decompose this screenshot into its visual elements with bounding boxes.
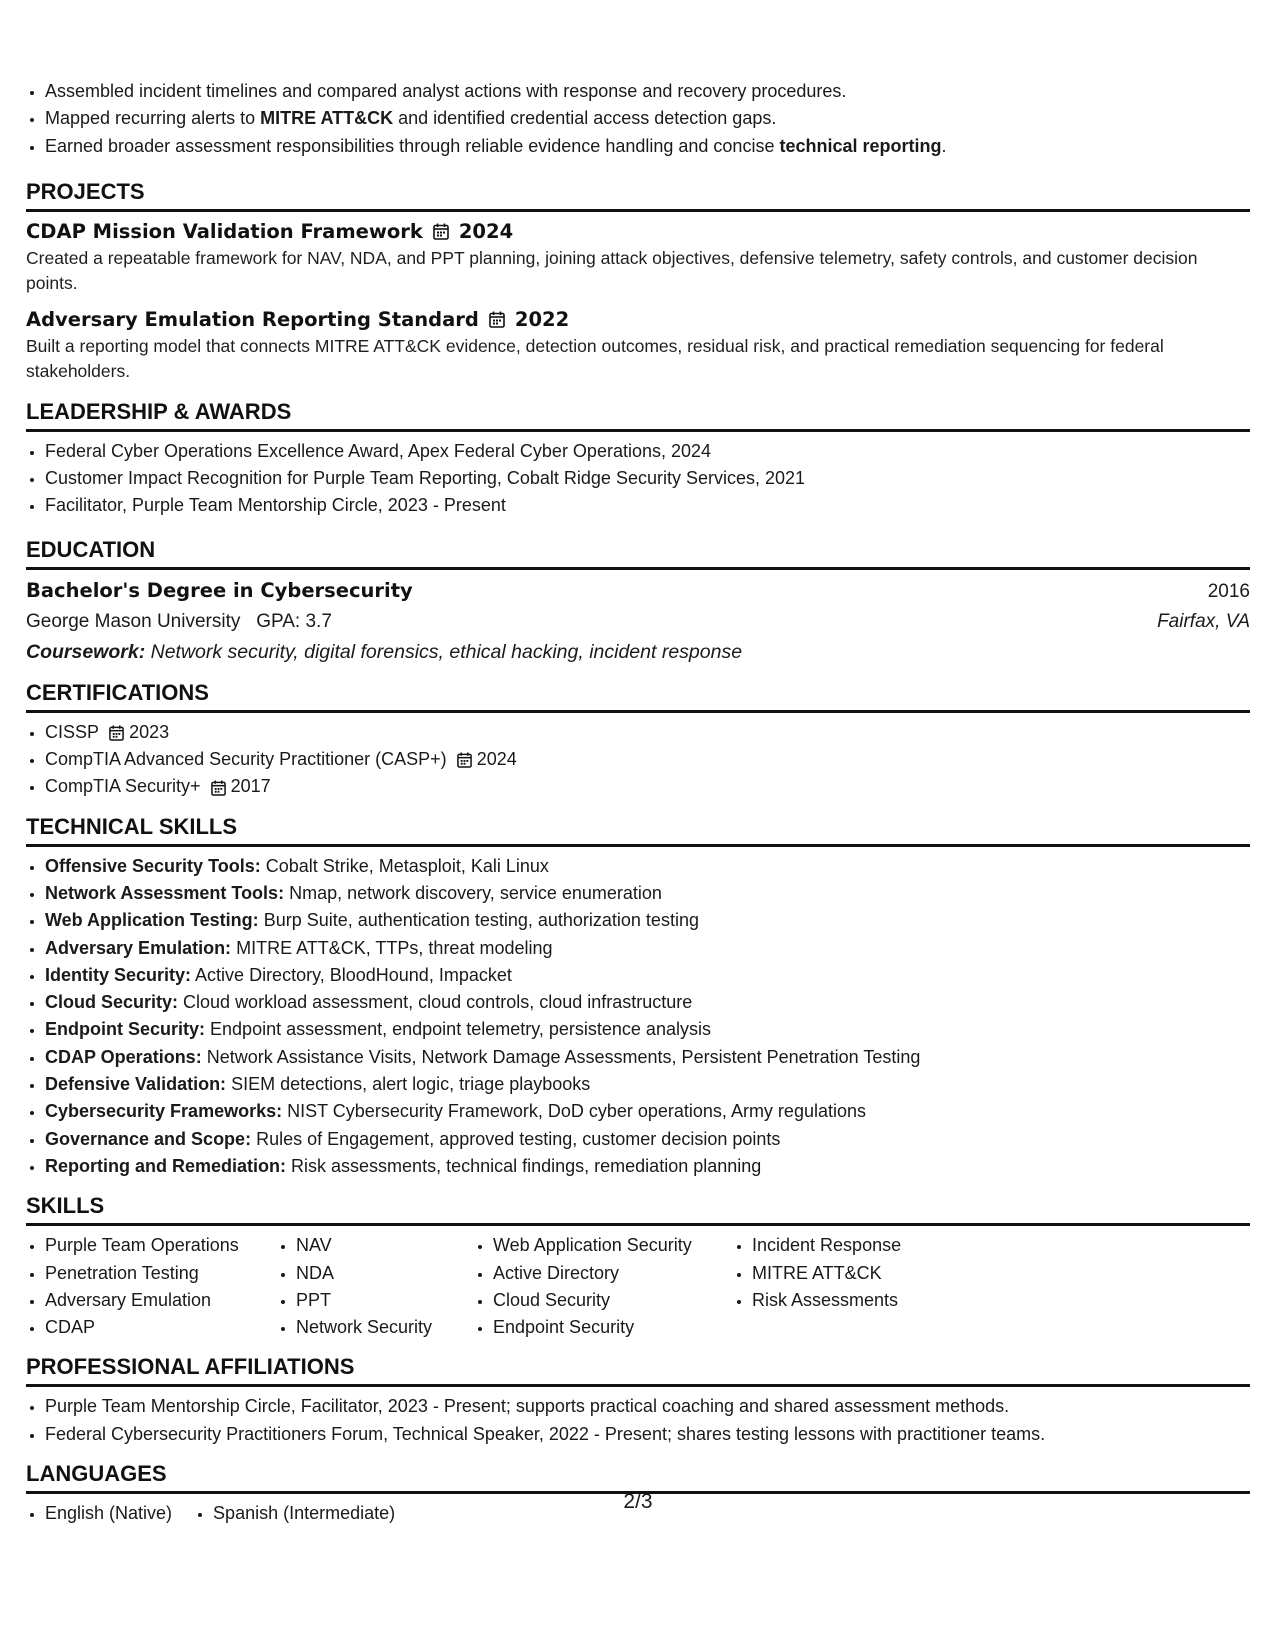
- list-item: • Federal Cyber Operations Excellence Award, Apex Federal Cyber Operations, 2024: [45, 438, 1250, 465]
- skill-item: • Risk Assessments: [752, 1287, 952, 1314]
- certification-year: 2023: [129, 721, 170, 742]
- experience-bullet: • Assembled incident timelines and compared analyst actions with response and recovery procedures.: [45, 78, 1250, 105]
- skill-item: • Endpoint Security: [493, 1314, 733, 1341]
- resume-page: [26, 78, 1250, 1527]
- list-item: • Customer Impact Recognition for Purple Team Reporting, Cobalt Ridge Security Services, 2021: [45, 465, 1250, 492]
- skill-item: • NDA: [296, 1260, 474, 1287]
- experience-bullet: • Mapped recurring alerts to MITRE ATT&CK and identified credential access detection gaps.: [45, 105, 1250, 132]
- gpa: GPA: 3.7: [256, 610, 332, 632]
- calendar-icon: [211, 780, 226, 796]
- skills-section: [26, 1188, 1250, 1341]
- technical-skill-item: • Network Assessment Tools: Nmap, network discovery, service enumeration: [45, 880, 1250, 907]
- skill-item: • Adversary Emulation: [45, 1287, 277, 1314]
- language-item: • English (Native): [45, 1500, 172, 1527]
- skills-column: [733, 1232, 952, 1341]
- technical-skill-item: • Adversary Emulation: MITRE ATT&CK, TTPs, threat modeling: [45, 935, 1250, 962]
- section-title: TECHNICAL SKILLS: [26, 809, 1250, 847]
- affiliation-item: • Purple Team Mentorship Circle, Facilitator, 2023 - Present; supports practical coaching and shared assessment methods.: [45, 1393, 1250, 1420]
- technical-skill-item: • Defensive Validation: SIEM detections, alert logic, triage playbooks: [45, 1071, 1250, 1098]
- certifications-section: [26, 675, 1250, 801]
- skills-column: [474, 1232, 733, 1341]
- section-title: PROJECTS: [26, 174, 1250, 212]
- leadership-section: [26, 394, 1250, 520]
- affiliations-section: [26, 1349, 1250, 1448]
- project-description: Created a repeatable framework for NAV, NDA, and PPT planning, joining attack objectives, defensive telemetry, safety controls, and customer decision points.: [26, 247, 1198, 293]
- page-number: 2/3: [623, 1490, 653, 1513]
- technical-skill-item: • Offensive Security Tools: Cobalt Strike, Metasploit, Kali Linux: [45, 853, 1250, 880]
- skill-item: • Network Security: [296, 1314, 474, 1341]
- certification-year: 2017: [230, 776, 271, 797]
- skill-item: • Active Directory: [493, 1260, 733, 1287]
- section-title: EDUCATION: [26, 532, 1250, 570]
- skill-item: • NAV: [296, 1232, 474, 1259]
- skill-item: • Penetration Testing: [45, 1260, 277, 1287]
- project-name: Adversary Emulation Reporting Standard: [26, 307, 479, 331]
- calendar-icon: [457, 752, 472, 768]
- skill-item: • Cloud Security: [493, 1287, 733, 1314]
- skills-column: [277, 1232, 474, 1341]
- technical-skill-item: • Cloud Security: Cloud workload assessment, cloud controls, cloud infrastructure: [45, 989, 1250, 1016]
- affiliation-item: • Federal Cybersecurity Practitioners Forum, Technical Speaker, 2022 - Present; shares testing lessons with practitioner teams.: [45, 1421, 1250, 1448]
- coursework: Coursework: Network security, digital forensics, ethical hacking, incident response: [26, 640, 743, 663]
- project-year: 2024: [458, 219, 514, 243]
- technical-skill-item: • Identity Security: Active Directory, BloodHound, Impacket: [45, 962, 1250, 989]
- skill-item: • MITRE ATT&CK: [752, 1260, 952, 1287]
- school-name: George Mason University: [26, 610, 241, 632]
- experience-bullet: • Earned broader assessment responsibilities through reliable evidence handling and concise technical reporting.: [45, 133, 1250, 160]
- section-title: LANGUAGES: [26, 1456, 1250, 1494]
- experience-bullets: [26, 78, 1250, 160]
- section-title: CERTIFICATIONS: [26, 675, 1250, 713]
- skill-item: • PPT: [296, 1287, 474, 1314]
- project-description: Built a reporting model that connects MITRE ATT&CK evidence, detection outcomes, residual risk, and practical remediation sequencing for federal stakeholders.: [26, 335, 1164, 381]
- skills-column: [26, 1232, 277, 1341]
- skill-item: • Purple Team Operations: [45, 1232, 277, 1259]
- education-section: [26, 532, 1250, 667]
- technical-skill-item: • Web Application Testing: Burp Suite, authentication testing, authorization testing: [45, 907, 1250, 934]
- calendar-icon: [489, 311, 505, 328]
- skill-item: • CDAP: [45, 1314, 277, 1341]
- degree: Bachelor's Degree in Cybersecurity: [26, 578, 413, 602]
- school-location: Fairfax, VA: [1157, 610, 1250, 632]
- calendar-icon: [109, 725, 124, 741]
- project-year: 2022: [514, 307, 570, 331]
- project-item: [26, 306, 1250, 384]
- technical-skill-item: • Cybersecurity Frameworks: NIST Cybersecurity Framework, DoD cyber operations, Army regulations: [45, 1098, 1250, 1125]
- language-item: • Spanish (Intermediate): [213, 1500, 395, 1527]
- graduation-year: 2016: [1207, 580, 1250, 602]
- certification-item: • CISSP 2023: [45, 719, 1250, 746]
- section-title: LEADERSHIP & AWARDS: [26, 394, 1250, 432]
- project-name: CDAP Mission Validation Framework: [26, 219, 423, 243]
- skill-item: • Incident Response: [752, 1232, 952, 1259]
- certification-year: 2024: [476, 749, 517, 770]
- projects-section: [26, 174, 1250, 384]
- section-title: SKILLS: [26, 1188, 1250, 1226]
- project-item: [26, 218, 1250, 296]
- technical-skill-item: • Endpoint Security: Endpoint assessment, endpoint telemetry, persistence analysis: [45, 1016, 1250, 1043]
- calendar-icon: [433, 223, 449, 240]
- technical-skill-item: • CDAP Operations: Network Assistance Visits, Network Damage Assessments, Persistent Penetration Testing: [45, 1044, 1250, 1071]
- certification-item: • CompTIA Advanced Security Practitioner (CASP+) 2024: [45, 746, 1250, 773]
- certification-item: • CompTIA Security+ 2017: [45, 773, 1250, 800]
- technical-skill-item: • Governance and Scope: Rules of Engagement, approved testing, customer decision points: [45, 1126, 1250, 1153]
- technical-skill-item: • Reporting and Remediation: Risk assessments, technical findings, remediation planning: [45, 1153, 1250, 1180]
- skill-item: • Web Application Security: [493, 1232, 733, 1259]
- section-title: PROFESSIONAL AFFILIATIONS: [26, 1349, 1250, 1387]
- list-item: • Facilitator, Purple Team Mentorship Circle, 2023 - Present: [45, 492, 1250, 519]
- technical-skills-section: [26, 809, 1250, 1181]
